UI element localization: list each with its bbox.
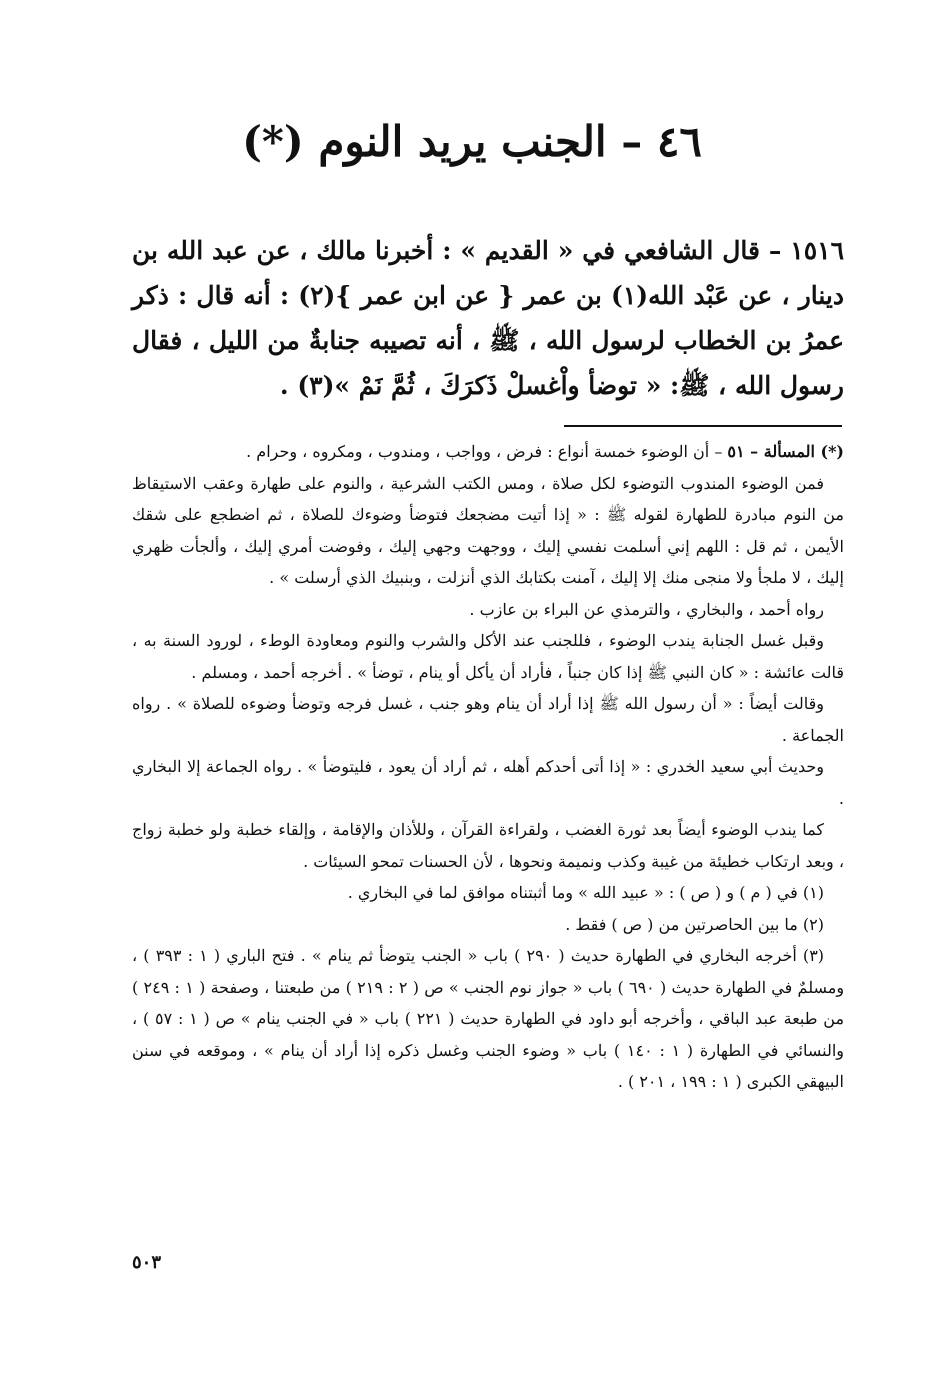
note-label: (*) المسألة – ٥١ (727, 442, 844, 461)
note-paragraph: فمن الوضوء المندوب التوضوء لكل صلاة ، ومس الكتب الشرعية ، والنوم على طهارة وعقب الاستيقاظ من النوم مبادرة للطهارة لقوله ﷺ : « إذا أتيت مضجعك فتوضأ وضوءك للصلاة ، ثم اضطجع على شقك الأيمن ، ثم قل : اللهم إني أسلمت نفسي إليك ، ووجهت وجهي إليك ، وفوضت أمري إليك ، وألجأت ظهري إليك ، لا ملجأ ولا منجى منك إلا إليك ، آمنت بكتابك الذي أنزلت ، وبنبيك الذي أرسلت » . (132, 473, 844, 587)
note-text: – أن الوضوء خمسة أنواع : فرض ، وواجب ، ومندوب ، ومكروه ، وحرام . (246, 442, 728, 461)
footnote-1: (١) في ( م ) و ( ص ) : « عبيد الله » وما أثبتناه موافق لما في البخاري . (347, 883, 824, 902)
note-paragraph: وقالت أيضاً : « أن رسول الله ﷺ إذا أراد أن ينام وهو جنب ، غسل فرجه وتوضأ وضوءه للصلاة » . رواه الجماعة . (132, 694, 844, 745)
note-paragraph: وقبل غسل الجنابة يندب الوضوء ، فللجنب عند الأكل والشرب والنوم ومعاودة الوطء ، لورود السنة به ، قالت عائشة : « كان النبي ﷺ إذا كان جنباً ، فأراد أن يأكل أو ينام ، توضأ » . أخرجه أحمد ، ومسلم . (132, 631, 844, 682)
note-paragraph: وحديث أبي سعيد الخدري : « إذا أتى أحدكم أهله ، ثم أراد أن يعود ، فليتوضأ » . رواه الجماعة إلا البخاري . (132, 757, 844, 808)
chapter-title: ٤٦ – الجنب يريد النوم (*) (242, 117, 702, 166)
footnote-2: (٢) ما بين الحاصرتين من ( ص ) فقط . (565, 914, 824, 934)
hadith-text: ١٥١٦ – قال الشافعي في « القديم » : أخبرنا مالك ، عن عبد الله بن دينار ، عن عَبْد الله(١) بن عمر { عن ابن عمر }(٢) : أنه قال : ذكر عمرُ بن الخطاب لرسول الله ، ﷺ ، أنه تصيبه جنابةٌ من الليل ، فقال رسول الله ، ﷺ: « توضأ واْغسلْ ذَكرَكَ ، ثُمَّ نَمْ »(٣) . (132, 236, 845, 400)
note-paragraph (132, 436, 844, 468)
footnotes (132, 436, 844, 1098)
note-paragraph: رواه أحمد ، والبخاري ، والترمذي عن البراء بن عازب . (469, 599, 824, 619)
footnote-3: (٣) أخرجه البخاري في الطهارة حديث ( ٢٩٠ ) باب « الجنب يتوضأ ثم ينام » . فتح الباري ( ١ : ٣٩٣ ) ، ومسلمٌ في الطهارة حديث ( ٦٩٠ ) باب « جواز نوم الجنب » ص ( ٢ : ٢١٩ ) من طبعتنا ، وصفحة ( ١ : ٢٤٩ ) من طبعة عبد الباقي ، وأخرجه أبو داود في الطهارة حديث ( ٢٢١ ) باب « في الجنب ينام » ص ( ١ : ٥٧ ) ، والنسائي في الطهارة ( ١ : ١٤٠ ) باب « وضوء الجنب وغسل ذكره إذا أراد أن ينام » ، وموقعه في سنن البيهقي الكبرى ( ١ : ١٩٩ ، ٢٠١ ) . (132, 946, 845, 1091)
page-number: ٥٠٣ (132, 1252, 162, 1273)
footnote-divider (564, 425, 842, 427)
note-paragraph: كما يندب الوضوء أيضاً بعد ثورة الغضب ، ولقراءة القرآن ، وللأذان والإقامة ، وإلقاء خطبة ولو خطبة زواج ، وبعد ارتكاب خطيئة من غيبة وكذب ونميمة ونحوها ، لأن الحسنات تمحو السيئات . (132, 820, 844, 871)
